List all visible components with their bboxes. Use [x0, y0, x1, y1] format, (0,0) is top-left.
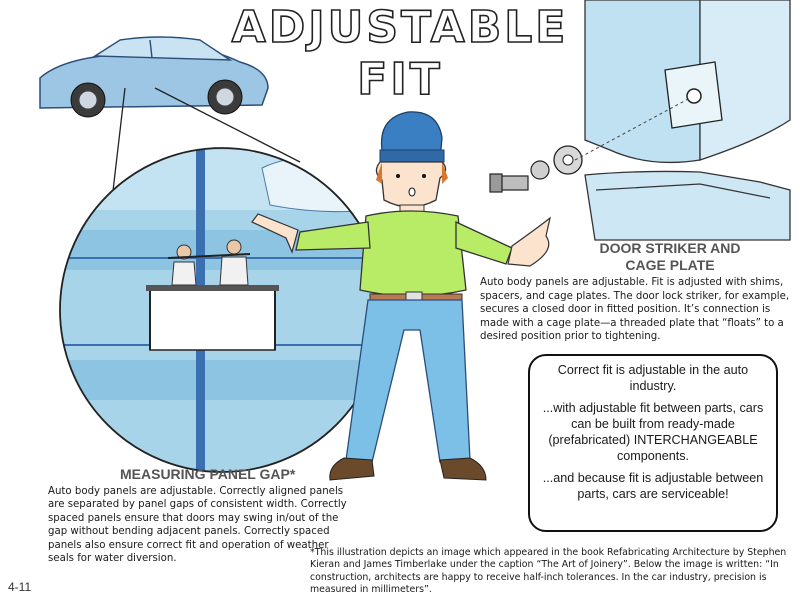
gap-heading: MEASURING PANEL GAP* — [120, 466, 296, 482]
striker-heading-line1: DOOR STRIKER AND — [599, 240, 741, 256]
striker-description: Auto body panels are adjustable. Fit is adjusted with shims, spacers, and cage plates. The door lock striker, for example, secures a closed door in fitted position. It’s connection is made with a cage plate—a threaded plate that “floats” to a desired position prior to tightening. — [480, 277, 790, 343]
striker-heading-line2: CAGE PLATE — [625, 257, 715, 273]
page-number: 4-11 — [8, 580, 32, 594]
striker-heading — [560, 240, 780, 274]
callout-line2: ...with adjustable fit between parts, cars can be built from ready-made (prefabricated) INTERCHANGEABLE components. — [542, 401, 764, 463]
panel-gap-magnifier — [50, 148, 400, 478]
speech-callout — [528, 354, 778, 532]
gap-description: Auto body panels are adjustable. Correctly aligned panels are separated by panel gaps of consistent width. Correctly spaced panels ensure that doors may swing in/out of the gap without bending adjacent panels. Correctly spaced panels also ensure correct fit and operation of weather seals for water diversion. — [48, 486, 347, 565]
footnote: *This illustration depicts an image which appeared in the book Refabricating Architecture by Stephen Kieran and James Timberlake under the caption “The Art of Joinery”. Below the image is written: “In construction, architects are happy to receive half-inch tolerances. In the car industry, precision is measured in millimeters”. — [310, 547, 787, 596]
callout-line3: ...and because fit is adjustable between parts, cars are serviceable! — [542, 471, 764, 501]
page-title: ADJUSTABLE FIT — [231, 2, 569, 105]
callout-line1: Correct fit is adjustable in the auto industry. — [557, 363, 749, 393]
